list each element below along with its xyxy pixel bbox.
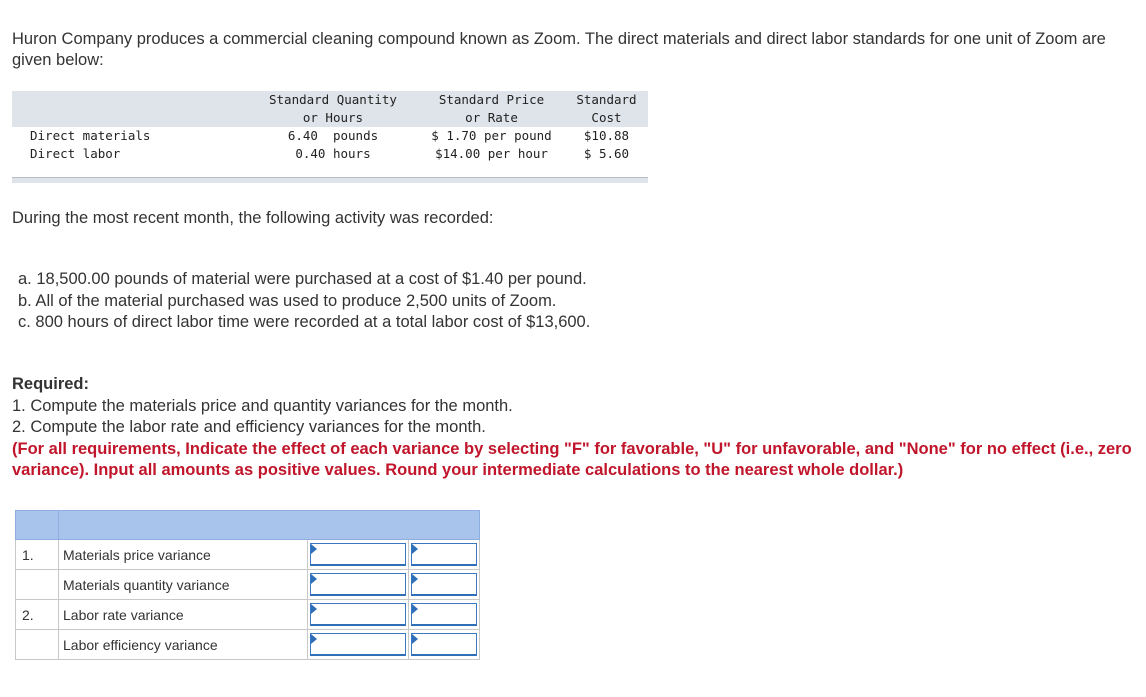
input-flag-icon	[412, 634, 418, 644]
header-price-sub: or Rate	[418, 109, 565, 127]
required-item-2: 2. Compute the labor rate and efficiency variances for the month.	[12, 418, 486, 436]
standards-row-labor	[12, 145, 648, 163]
materials-price-effect-select[interactable]	[411, 543, 477, 566]
row-quantity: 0.40 hours	[295, 146, 371, 161]
row-price: $ 1.70 per pound	[431, 128, 552, 143]
answer-table	[15, 510, 480, 660]
header-cost: Standard	[565, 91, 648, 109]
labor-efficiency-effect-select[interactable]	[411, 633, 477, 656]
header-price: Standard Price	[418, 91, 565, 109]
labor-rate-amount-input[interactable]	[310, 603, 406, 626]
standards-table-footer-bar	[12, 177, 648, 183]
row-label: Direct labor	[30, 146, 121, 161]
amount-cell	[308, 570, 409, 600]
input-flag-icon	[412, 574, 418, 584]
variance-label: Labor rate variance	[59, 600, 308, 630]
standards-table-wrapper	[12, 91, 648, 183]
materials-quantity-amount-input[interactable]	[310, 573, 406, 596]
answer-table-header	[16, 511, 480, 540]
problem-intro: Huron Company produces a commercial cleaning compound known as Zoom. The direct materials and direct labor standards for one unit of Zoom are given below:	[12, 30, 1106, 69]
row-price: $14.00 per hour	[435, 146, 548, 161]
header-cost-sub: Cost	[565, 109, 648, 127]
header-quantity-sub: or Hours	[248, 109, 418, 127]
row-cost: $10.88	[583, 128, 630, 143]
header-cell	[59, 511, 480, 540]
answer-row-labor-efficiency	[16, 630, 480, 660]
required-item-1: 1. Compute the materials price and quantity variances for the month.	[12, 396, 513, 415]
answer-row-materials-price	[16, 540, 480, 570]
amount-cell	[308, 630, 409, 660]
required-instructions: (For all requirements, Indicate the effect of each variance by selecting "F" for favorable, "U" for unfavorable, and "None" for no effect (i.e., zero variance). Input all amounts as positive values. Round your intermediate calculations to the nearest whole dollar.)	[12, 439, 1132, 479]
effect-cell	[409, 600, 480, 630]
input-flag-icon	[311, 604, 317, 614]
header-blank-2	[12, 109, 248, 127]
activity-item-b: b. All of the material purchased was used to produce 2,500 units of Zoom.	[18, 291, 557, 310]
requirement-number	[16, 630, 59, 660]
requirement-number: 1.	[16, 540, 59, 570]
standards-table	[12, 91, 648, 163]
activity-list	[18, 269, 590, 334]
variance-label: Materials price variance	[59, 540, 308, 570]
requirement-number: 2.	[16, 600, 59, 630]
answer-row-materials-quantity	[16, 570, 480, 600]
materials-price-amount-input[interactable]	[310, 543, 406, 566]
variance-label: Materials quantity variance	[59, 570, 308, 600]
row-label: Direct materials	[30, 128, 151, 143]
labor-rate-effect-select[interactable]	[411, 603, 477, 626]
input-flag-icon	[311, 544, 317, 554]
amount-cell	[308, 540, 409, 570]
effect-cell	[409, 570, 480, 600]
input-flag-icon	[412, 604, 418, 614]
activity-intro: During the most recent month, the following activity was recorded:	[12, 209, 494, 227]
activity-item-c: c. 800 hours of direct labor time were recorded at a total labor cost of $13,600.	[18, 313, 591, 331]
amount-cell	[308, 600, 409, 630]
row-quantity: 6.40 pounds	[287, 128, 379, 143]
materials-quantity-effect-select[interactable]	[411, 573, 477, 596]
header-blank	[12, 91, 248, 109]
header-quantity: Standard Quantity	[248, 91, 418, 109]
requirement-number	[16, 570, 59, 600]
input-flag-icon	[311, 574, 317, 584]
effect-cell	[409, 540, 480, 570]
required-section	[12, 374, 1137, 482]
standards-row-materials	[12, 127, 648, 145]
input-flag-icon	[412, 544, 418, 554]
header-cell	[16, 511, 59, 540]
effect-cell	[409, 630, 480, 660]
activity-item-a: a. 18,500.00 pounds of material were purchased at a cost of $1.40 per pound.	[18, 270, 587, 288]
required-heading: Required:	[12, 375, 90, 393]
answer-row-labor-rate	[16, 600, 480, 630]
input-flag-icon	[311, 634, 317, 644]
labor-efficiency-amount-input[interactable]	[310, 633, 406, 656]
variance-label: Labor efficiency variance	[59, 630, 308, 660]
row-cost: $ 5.60	[583, 146, 630, 161]
